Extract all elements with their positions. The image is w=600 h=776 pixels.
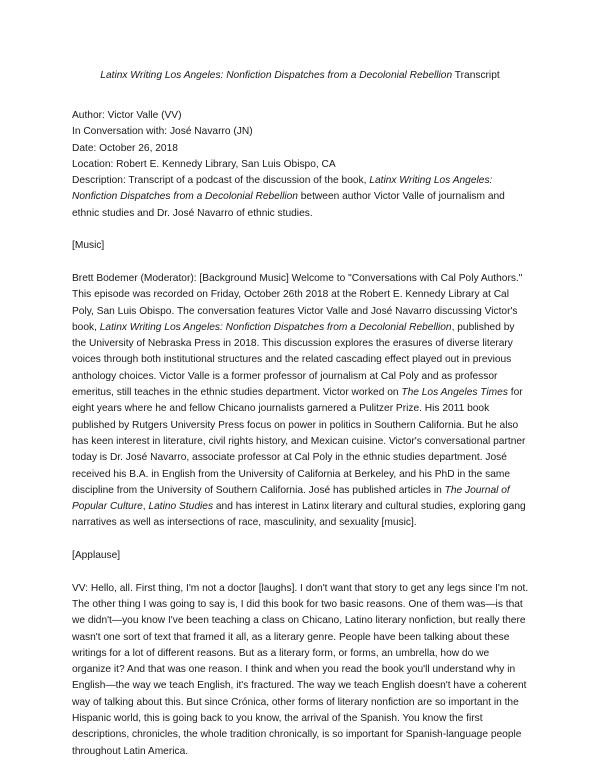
- meta-location: Location: Robert E. Kennedy Library, San Luis Obispo, CA: [72, 158, 336, 170]
- title-book-name: Latinx Writing Los Angeles: Nonfiction Dispatches from a Decolonial Rebellion: [100, 70, 453, 81]
- paragraph-gap: [72, 222, 530, 238]
- meta-date: Date: October 26, 2018: [72, 142, 178, 154]
- intro-la-times: The Los Angeles Times: [401, 387, 508, 399]
- intro-book-title: Latinx Writing Los Angeles: Nonfiction Dispatches from a Decolonial Rebellion: [99, 321, 452, 333]
- intro-part-4: and has interest in Latinx literary and cultural studies, exploring gang narratives as well as intersections of race, masculinity, and sexuality [music].: [72, 501, 526, 529]
- meta-description: [72, 173, 530, 222]
- title-suffix: Transcript: [452, 70, 500, 81]
- moderator-intro-paragraph: [72, 271, 530, 532]
- intro-part-2: , published by the University of Nebraska Press in 2018. This discussion explores the erasures of diverse literary voices through both institutional structures and the related cascading effect played out in previous anthology choices. Victor Valle is a former professor of journalism at Cal Poly and as professor emeritus, still teaches in the ethnic studies department. Victor worked on: [72, 321, 515, 399]
- paragraph-gap: [72, 255, 530, 271]
- intro-journal-popular-culture: The Journal of Popular Culture: [72, 484, 510, 513]
- vv-opening-paragraph: VV: Hello, all. First thing, I'm not a doctor [laughs]. I don't want that story to get any legs since I'm not. The other thing I was going to say is, I did this book for two basic reasons. One of them was—is that we didn't—you know I've been teaching a class on Chicano, Latino literary nonfiction, but really there wasn't one sort of text that framed it all, as a literary genre. People have been talking about these writings for a lot of different reasons. But as a literary form, or forms, an umbrella, how do we organize it? And that was one reason. I think and when you read the book you'll understand why in English—the way we teach English, it's fractured. The way we teach English doesn't have a coherent way of talking about this. But since Crónica, other forms of literary nonfiction are so important in the Hispanic world, this is going back to you know, the arrival of the Spanish. You know the first descriptions, chronicles, the whole tradition chronically, is so important for Spanish-language people throughout Latin America.: [72, 582, 529, 757]
- document-title: [60, 68, 540, 84]
- transcript-body: [72, 108, 530, 760]
- applause-tag: [Applause]: [72, 550, 121, 562]
- paragraph-gap: [72, 532, 530, 548]
- music-tag: [Music]: [72, 240, 105, 252]
- description-lead: Description: Transcript of a podcast of the discussion of the book,: [72, 175, 370, 187]
- description-book-title: Latinx Writing Los Angeles: Nonfiction Dispatches from a Decolonial Rebellion: [72, 175, 493, 203]
- description-tail: between author Victor Valle of journalism and ethnic studies and Dr. José Navarro of ethnic studies.: [72, 191, 505, 219]
- meta-author: Author: Victor Valle (VV): [72, 110, 182, 121]
- intro-part-3: for eight years where he and fellow Chicano journalists garnered a Pulitzer Prize. His 2011 book published by Rutgers University Press focus on power in politics in Southern California. But he also has keen interest in literature, civil rights history, and Mexican cuisine. Victor's conversational partner today is Dr. José Navarro, associate professor at Cal Poly in the ethnic studies department. José received his B.A. in English from the University of California at Berkeley, and his PhD in the same discipline from the University of Southern California. José has published articles in: [72, 387, 526, 496]
- intro-comma: ,: [142, 501, 149, 513]
- meta-conversation: In Conversation with: José Navarro (JN): [72, 126, 253, 138]
- intro-part-1: Brett Bodemer (Moderator): [Background Music] Welcome to "Conversations with Cal Poly Authors." This episode was recorded on Friday, October 26th 2018 at the Robert E. Kennedy Library at Cal Poly, San Luis Obispo. The conversation features Victor Valle and José Navarro discussing Victor's book,: [72, 272, 523, 333]
- intro-latino-studies: Latino Studies: [148, 501, 214, 513]
- paragraph-gap: [72, 564, 530, 580]
